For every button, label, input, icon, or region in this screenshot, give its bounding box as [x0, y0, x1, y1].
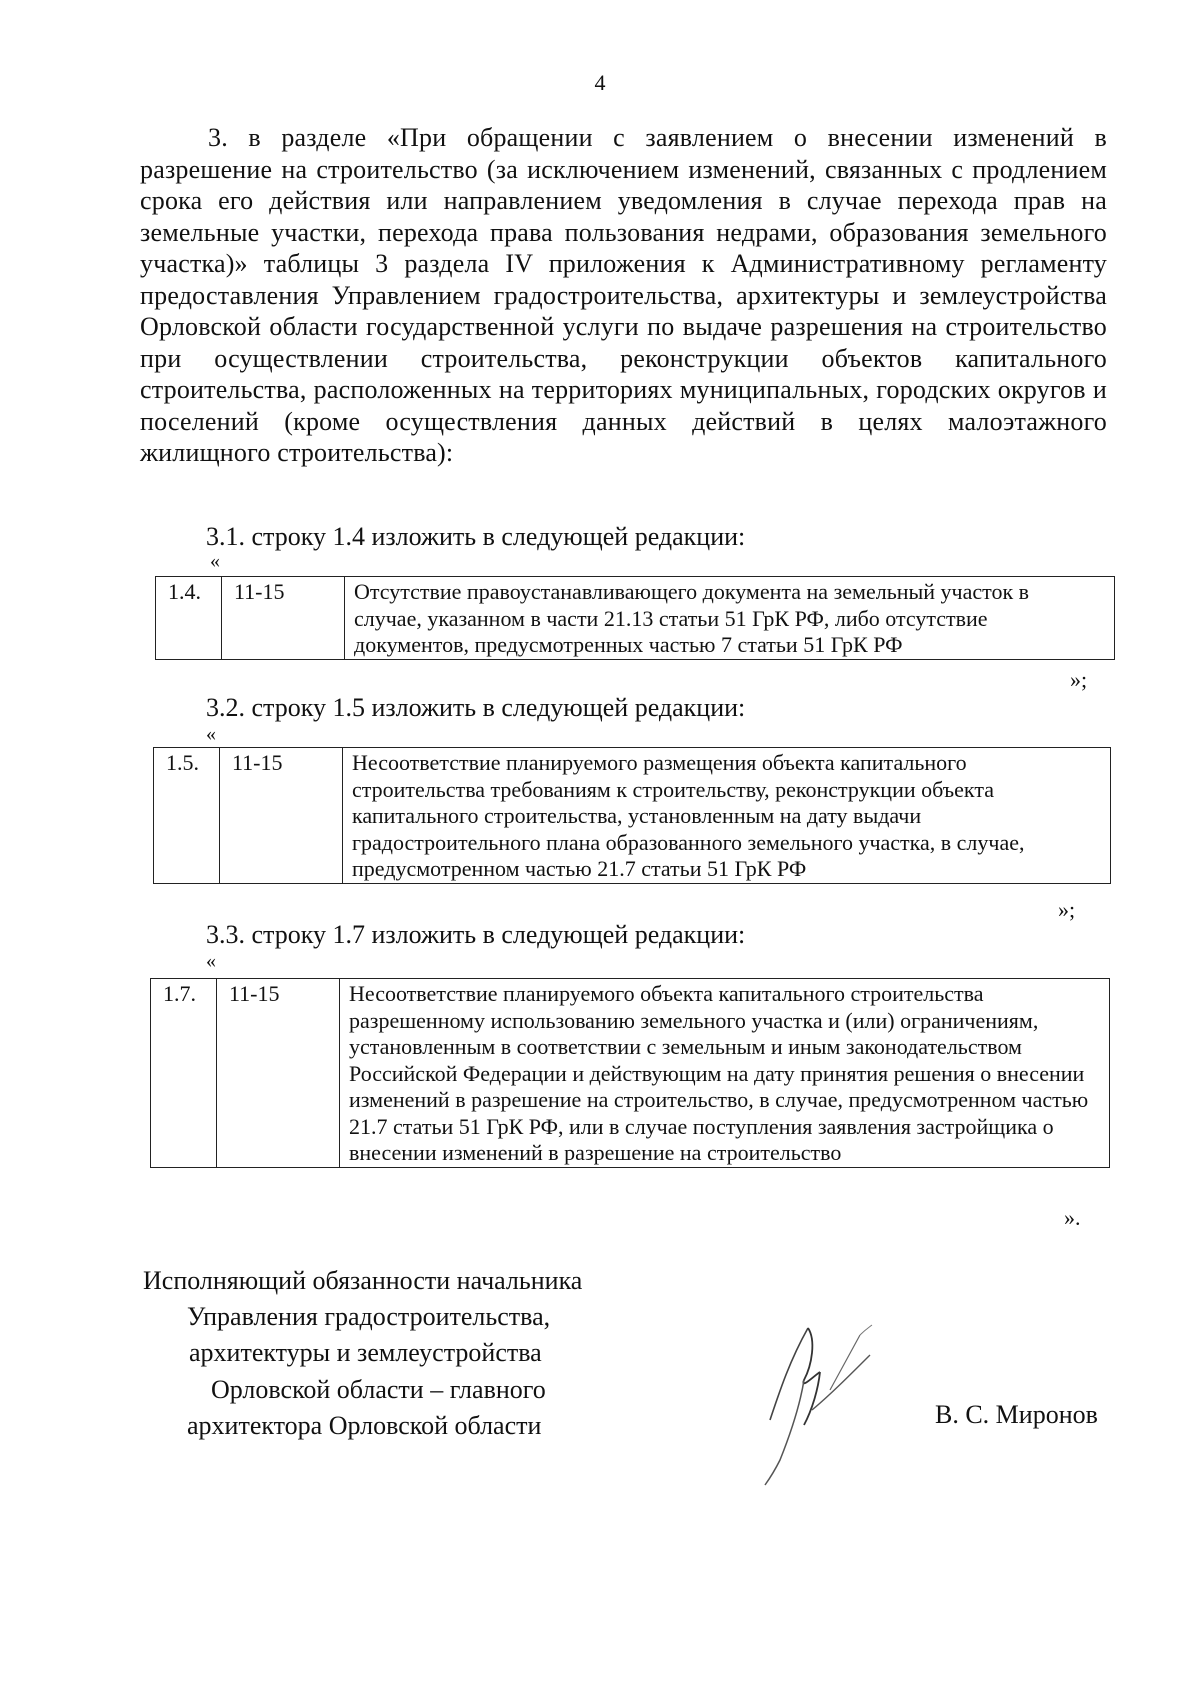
close-quote: »; — [1070, 667, 1088, 692]
row-codes: 11-15 — [217, 979, 340, 1168]
open-quote: « — [206, 723, 216, 745]
amendment-instruction-3-1: 3.1. строку 1.4 изложить в следующей редакции: — [206, 522, 746, 551]
page-number: 4 — [594, 70, 606, 95]
row-number: 1.5. — [154, 748, 220, 884]
close-quote: »; — [1058, 897, 1076, 922]
table-row — [154, 748, 1111, 884]
row-codes: 11-15 — [222, 577, 345, 660]
signer-position-line: архитектора Орловской области — [187, 1410, 542, 1440]
signer-position-line: Исполняющий обязанности начальника — [143, 1266, 583, 1295]
open-quote: « — [206, 950, 216, 972]
row-text: Отсутствие правоустанавливающего документа на земельный участок в случае, указанном в части 21.13 статьи 51 ГрК РФ, либо отсутствие документов, предусмотренных частью 7 статьи 51 ГрК РФ — [345, 577, 1115, 660]
row-text: Несоответствие планируемого объекта капитального строительства разрешенному использованию земельного участка и (или) ограничениям, установленным в соответствии с земельным и иным законодательством Российской Федерации и действующим на дату принятия решения о внесении изменений в разрешение на строительство, в случае, предусмотренном частью 21.7 статьи 51 ГрК РФ, или в случае поступления заявления застройщика о внесении изменений в разрешение на строительство — [340, 979, 1110, 1168]
signature-block — [143, 1263, 633, 1444]
row-codes: 11-15 — [220, 748, 343, 884]
signer-position-line: Управления градостроительства, — [187, 1302, 551, 1332]
open-quote: « — [210, 550, 220, 572]
row-text: Несоответствие планируемого размещения объекта капитального строительства требованиям к строительству, реконструкции объекта капитального строительства, установленным на дату выдачи градостроительного плана образованного земельного участка, в случае, предусмотренном частью 21.7 статьи 51 ГрК РФ — [343, 748, 1111, 884]
signer-position-line: архитектуры и землеустройства — [189, 1338, 542, 1368]
row-number: 1.7. — [151, 979, 217, 1168]
amendment-table-1-4 — [155, 576, 1115, 660]
intro-paragraph: 3. в разделе «При обращении с заявлением о внесении изменений в разрешение на строительство (за исключением изменений, связанных с продлением срока его действия или направлением уведомления в случае перехода прав на земельные участки, перехода права пользования недрами, образования земельного участка)» таблицы 3 раздела IV приложения к Административному регламенту предоставления Управлением градостроительства, архитектуры и землеустройства Орловской области государственной услуги по выдаче разрешения на строительство при осуществлении строительства, реконструкции объектов капитального строительства, расположенных на территориях муниципальных, городских округов и поселений (кроме осуществления данных действий в целях малоэтажного жилищного строительства): — [140, 123, 1107, 467]
signer-position-line: Орловской области – главного — [211, 1374, 546, 1404]
amendment-table-1-5 — [153, 747, 1111, 884]
amendment-instruction-3-2: 3.2. строку 1.5 изложить в следующей редакции: — [206, 693, 746, 722]
table-row — [151, 979, 1110, 1168]
row-number: 1.4. — [156, 577, 222, 660]
signer-name: В. С. Миронов — [935, 1400, 1098, 1429]
amendment-table-1-7 — [150, 978, 1110, 1168]
table-row — [156, 577, 1115, 660]
handwritten-signature — [760, 1320, 920, 1490]
close-quote: ». — [1064, 1205, 1081, 1230]
amendment-instruction-3-3: 3.3. строку 1.7 изложить в следующей редакции: — [206, 920, 746, 949]
